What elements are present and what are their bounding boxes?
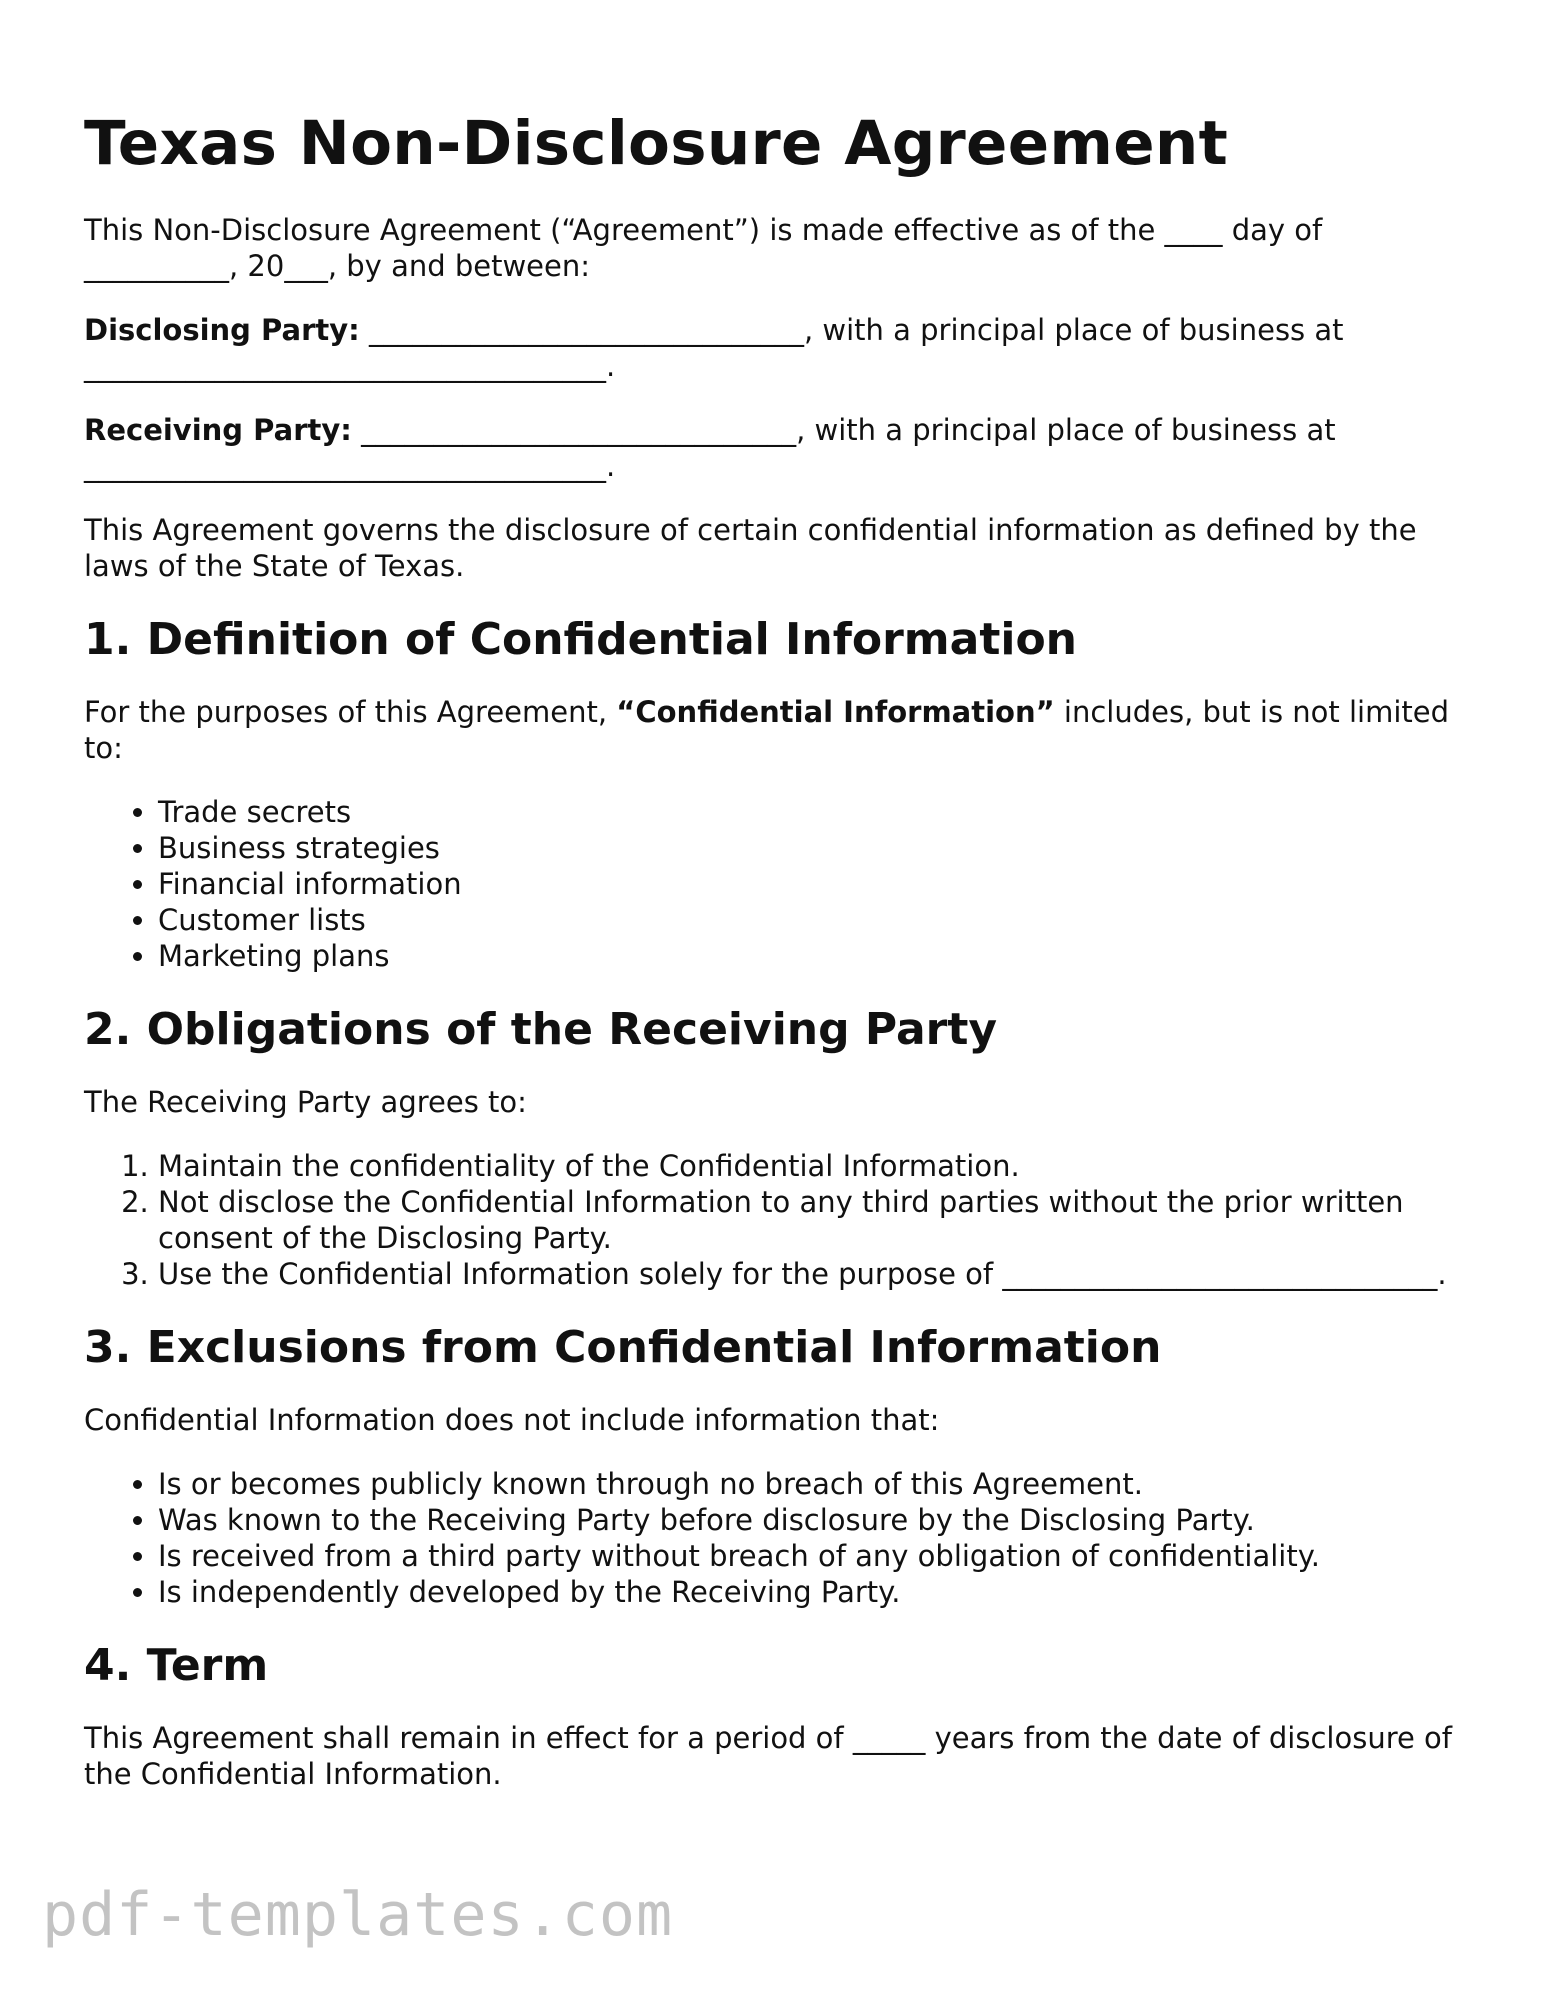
disclosing-party-blank: ______________________________, with a principal place of business at ____________________________________.: [84, 313, 1344, 383]
section-1-heading: 1. Definition of Confidential Information: [84, 614, 1078, 665]
list-item: • Is received from a third party without breach of any obligation of confidentiality.: [158, 1538, 1464, 1574]
list-item: 2. Not disclose the Confidential Information to any third parties without the prior written consent of the Disclosing Party.: [158, 1184, 1464, 1256]
list-item: • Is independently developed by the Receiving Party.: [158, 1574, 1464, 1610]
section-4-text: This Agreement shall remain in effect for a period of _____ years from the date of disclosure of the Confidential Information.: [84, 1721, 1452, 1791]
section-2-intro: The Receiving Party agrees to:: [84, 1085, 527, 1119]
list-item: • Was known to the Receiving Party before disclosure by the Disclosing Party.: [158, 1502, 1464, 1538]
section-1-intro-after: includes, but is not limited to:: [84, 695, 1450, 765]
intro-paragraph: This Non-Disclosure Agreement (“Agreement”) is made effective as of the ____ day of __________, 20___, by and between:: [84, 213, 1323, 283]
document: [84, 104, 1464, 1820]
disclosing-party-paragraph: [84, 312, 1464, 384]
receiving-party-blank: ______________________________, with a principal place of business at ____________________________________.: [84, 413, 1336, 483]
disclosing-party-label: Disclosing Party:: [84, 313, 360, 347]
section-3-list: [84, 1466, 1464, 1610]
list-item: 1. Maintain the confidentiality of the Confidential Information.: [158, 1148, 1464, 1184]
list-item: • Trade secrets: [158, 794, 1464, 830]
receiving-party-paragraph: [84, 412, 1464, 484]
section-1-intro-before: For the purposes of this Agreement,: [84, 695, 617, 729]
governs-paragraph: This Agreement governs the disclosure of certain confidential information as defined by the laws of the State of Texas.: [84, 513, 1417, 583]
list-item: • Customer lists: [158, 902, 1464, 938]
section-3-heading: 3. Exclusions from Confidential Information: [84, 1322, 1162, 1373]
list-item: • Financial information: [158, 866, 1464, 902]
section-1-intro-bold: “Confidential Information”: [616, 695, 1055, 729]
section-3-intro: Confidential Information does not include information that:: [84, 1403, 940, 1437]
watermark: pdf-templates.com: [42, 1880, 674, 1950]
list-item: • Is or becomes publicly known through no breach of this Agreement.: [158, 1466, 1464, 1502]
list-item: • Business strategies: [158, 830, 1464, 866]
receiving-party-label: Receiving Party:: [84, 413, 352, 447]
document-title: Texas Non-Disclosure Agreement: [84, 108, 1229, 179]
section-2-heading: 2. Obligations of the Receiving Party: [84, 1004, 998, 1055]
list-item: 3. Use the Confidential Information solely for the purpose of ______________________________.: [158, 1256, 1464, 1292]
section-1-intro: [84, 694, 1464, 766]
section-4-heading: 4. Term: [84, 1640, 269, 1691]
list-item: • Marketing plans: [158, 938, 1464, 974]
section-1-list: [84, 794, 1464, 974]
section-2-list: [84, 1148, 1464, 1292]
